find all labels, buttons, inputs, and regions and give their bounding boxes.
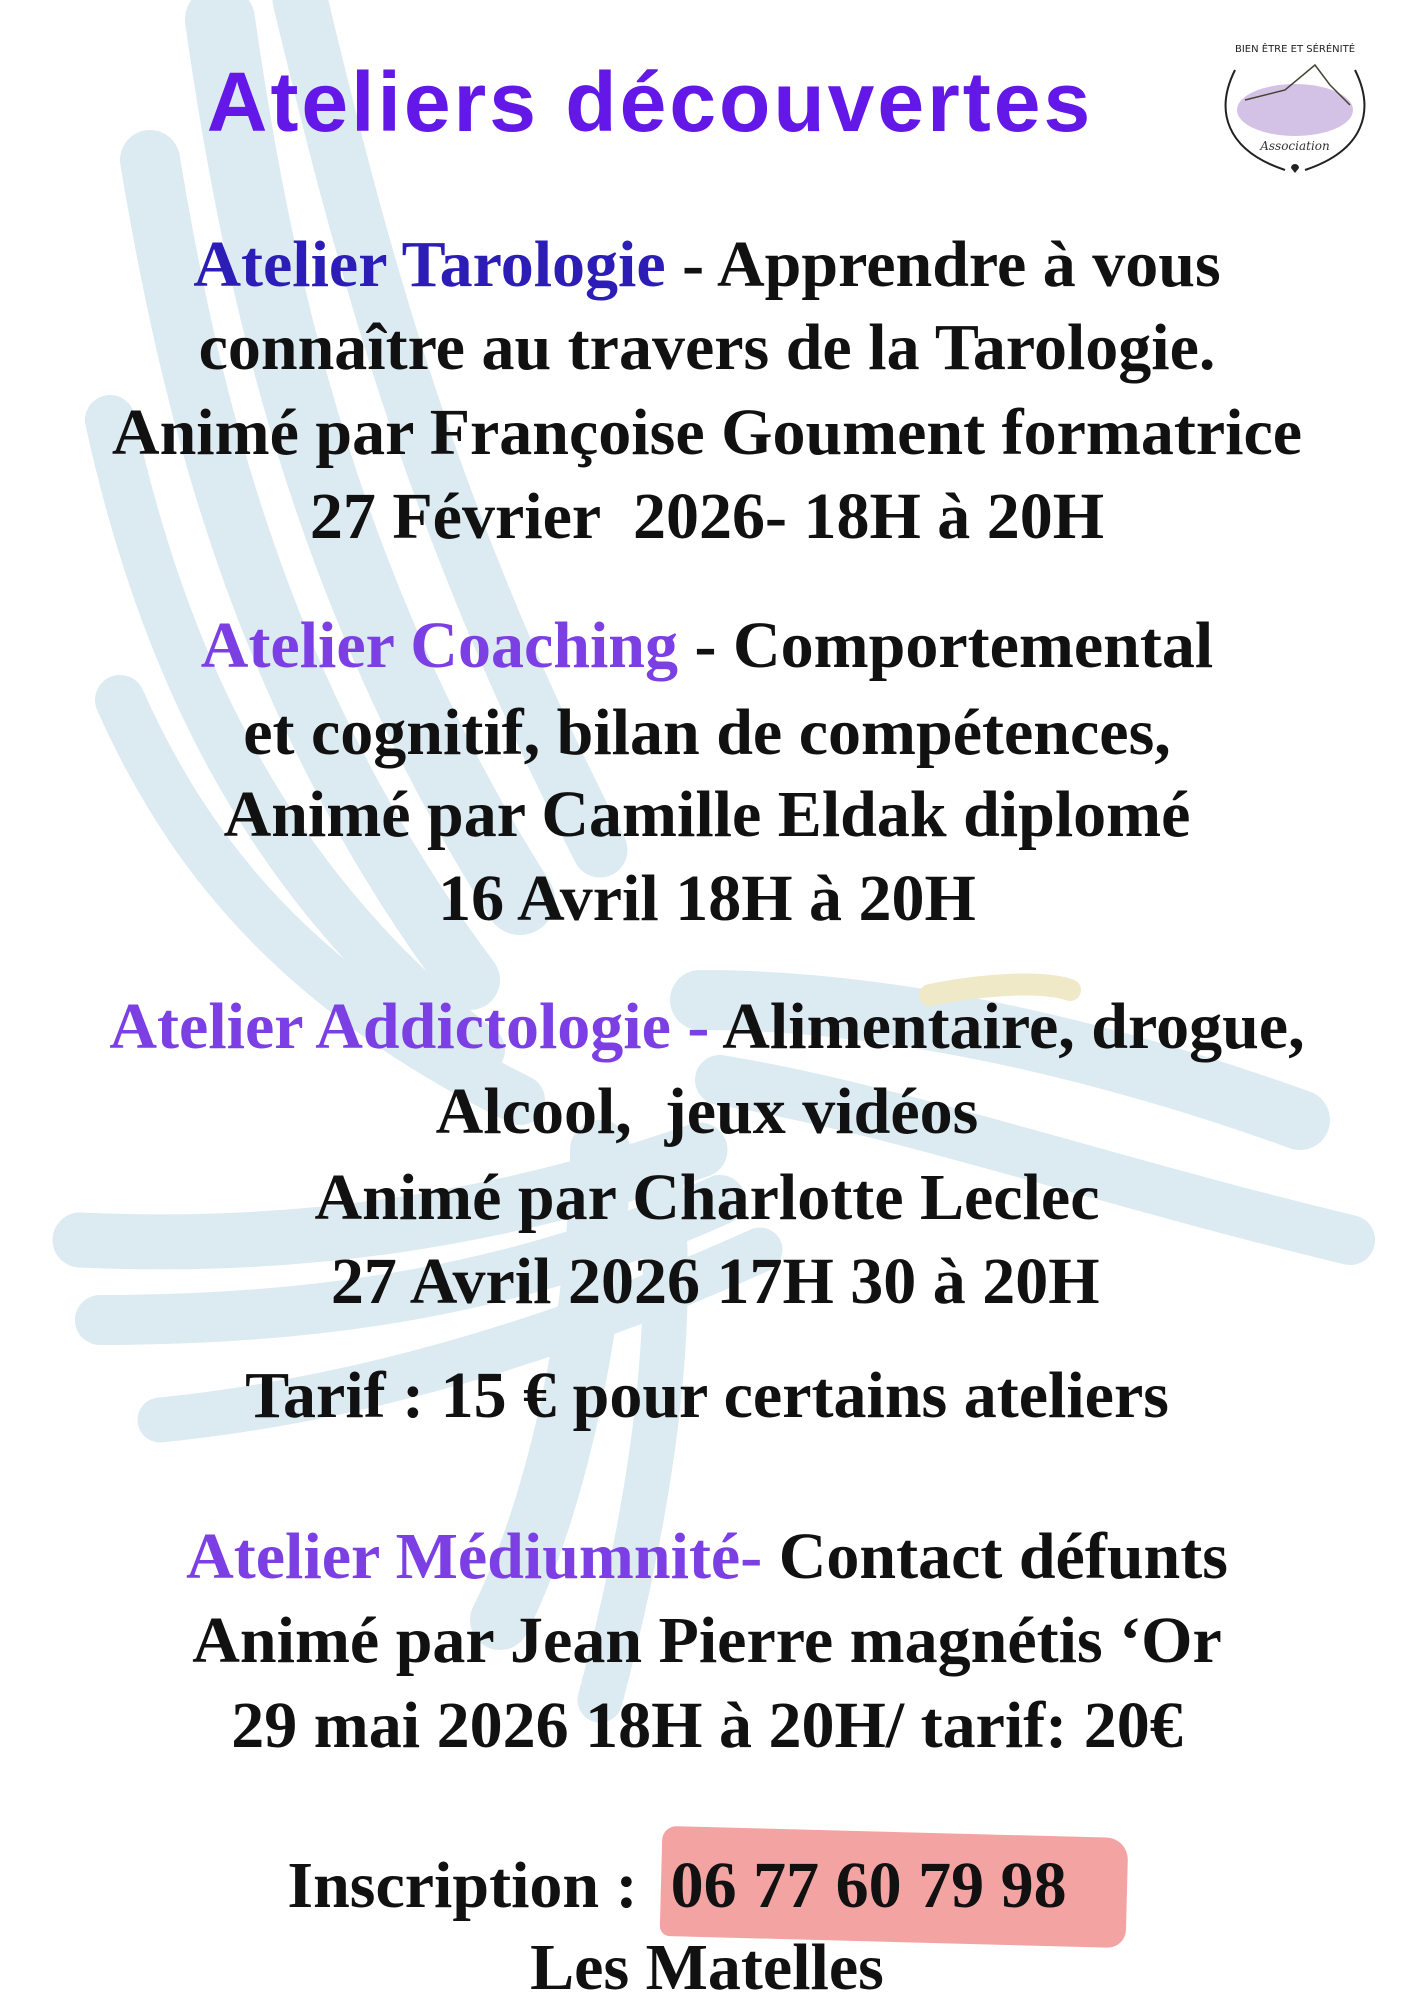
workshop-addictologie-date: 27 Avril 2026 17H 30 à 20H (314, 1245, 1100, 1318)
workshop-desc: Apprendre à vous (717, 228, 1221, 301)
svg-text:Association: Association (1260, 139, 1330, 153)
workshop-desc: Comportemental (732, 609, 1214, 682)
workshop-addictologie-line-1 (0, 985, 1414, 1069)
workshop-addictologie-host: Animé par Charlotte Leclec (314, 1161, 1100, 1234)
workshop-desc: Contact défunts (778, 1520, 1228, 1593)
workshop-mediumnite-line-1 (0, 1515, 1414, 1599)
workshop-coaching-date: 16 Avril 18H à 20H (438, 862, 976, 935)
separator: - (665, 228, 718, 301)
workshop-coaching-host: Animé par Camille Eldak diplomé (223, 778, 1191, 851)
workshop-tarologie-line-2: connaître au travers de la Tarologie. (198, 311, 1216, 384)
location: Les Matelles (530, 1931, 884, 2004)
workshop-addictologie-line-2: Alcool, jeux vidéos (435, 1075, 979, 1148)
workshop-coaching-line-2: et cognitif, bilan de compétences, (243, 696, 1171, 769)
phone-number[interactable]: 06 77 60 79 98 (671, 1844, 1067, 1928)
workshop-name: Atelier Tarologie (193, 228, 666, 301)
workshop-coaching-line-1 (0, 604, 1414, 688)
tarif-text: Tarif : 15 € pour certains ateliers (245, 1359, 1169, 1432)
workshop-name: Atelier Médiumnité- (186, 1520, 779, 1593)
svg-text:BIEN ÊTRE ET SÉRÉNITÉ: BIEN ÊTRE ET SÉRÉNITÉ (1234, 44, 1356, 55)
inscription-line (0, 1844, 1384, 1928)
inscription-label: Inscription : (287, 1849, 671, 1922)
workshop-name: Atelier Coaching (200, 609, 678, 682)
workshop-desc: Alimentaire, drogue, (722, 990, 1305, 1063)
workshop-mediumnite-host: Animé par Jean Pierre magnétis ‘Or (192, 1604, 1222, 1677)
association-logo (1205, 30, 1385, 180)
workshop-tarologie-host: Animé par Françoise Goument formatrice (111, 396, 1303, 469)
workshop-tarologie-date: 27 Février 2026- 18H à 20H (309, 480, 1105, 553)
workshop-name: Atelier Addictologie - (109, 990, 723, 1063)
workshop-tarologie-line-1 (0, 223, 1414, 307)
workshop-mediumnite-date: 29 mai 2026 18H à 20H/ tarif: 20€ (231, 1689, 1183, 1762)
page-title: Ateliers découvertes (206, 55, 1094, 149)
separator: - (678, 609, 733, 682)
